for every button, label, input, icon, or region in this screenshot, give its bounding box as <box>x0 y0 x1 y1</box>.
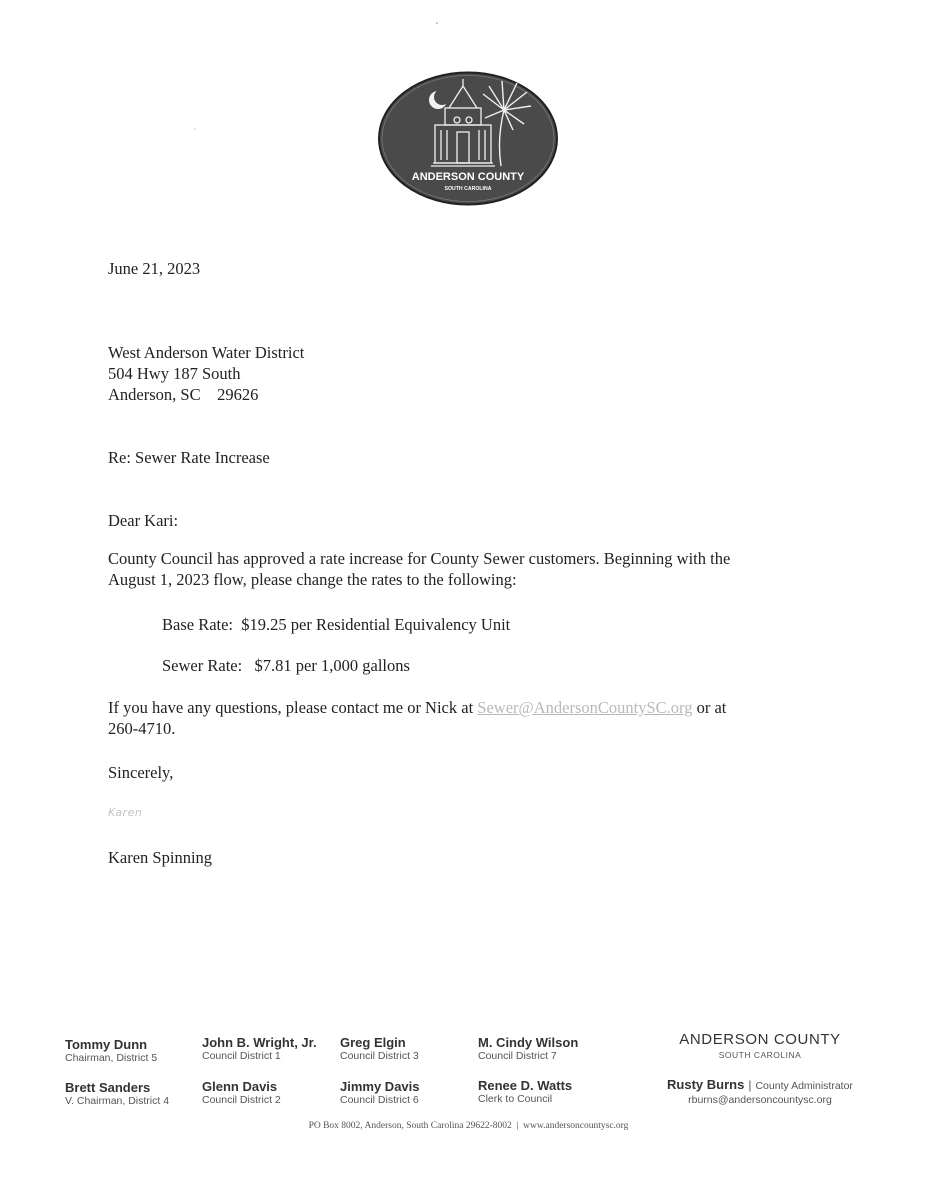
contact-phone: 260-4710. <box>108 719 176 738</box>
recipient-line: 504 Hwy 187 South <box>108 364 241 383</box>
contact-prefix: If you have any questions, please contact me or Nick at <box>108 698 478 717</box>
council-role: Council District 1 <box>202 1050 281 1062</box>
recipient-line: West Anderson Water District <box>108 343 305 362</box>
council-name: M. Cindy Wilson <box>478 1035 579 1050</box>
council-name: Greg Elgin <box>340 1035 406 1050</box>
letter-subject: Re: Sewer Rate Increase <box>108 448 270 467</box>
council-role: Chairman, District 5 <box>65 1052 158 1064</box>
administrator-email[interactable]: rburns@andersoncountysc.org <box>688 1094 832 1106</box>
council-name: Tommy Dunn <box>65 1037 148 1052</box>
administrator-separator: | <box>748 1078 752 1092</box>
council-role: Council District 2 <box>202 1094 281 1106</box>
salutation: Dear Kari: <box>108 511 179 530</box>
council-member <box>478 1078 572 1106</box>
council-role: Council District 6 <box>340 1094 419 1106</box>
base-rate: Base Rate: $19.25 per Residential Equivalency Unit <box>162 615 511 634</box>
body-line: County Council has approved a rate increase for County Sewer customers. Beginning with the <box>108 549 731 568</box>
council-member <box>340 1079 420 1107</box>
recipient-address <box>108 342 304 405</box>
council-name: Brett Sanders <box>65 1080 151 1095</box>
contact-line <box>108 697 828 718</box>
scan-speck <box>436 22 438 24</box>
administrator-title: County Administrator <box>755 1080 853 1092</box>
council-role: Clerk to Council <box>478 1093 553 1105</box>
footer-address: PO Box 8002, Anderson, South Carolina 29622-8002 | www.andersoncountysc.org <box>308 1121 629 1131</box>
closing: Sincerely, <box>108 763 174 782</box>
council-role: Council District 7 <box>478 1050 557 1062</box>
logo-subtitle: SOUTH CAROLINA <box>444 186 492 192</box>
contact-suffix: or at <box>692 698 727 717</box>
anderson-county-logo <box>377 70 559 207</box>
council-member <box>340 1035 419 1063</box>
recipient-line: Anderson, SC 29626 <box>108 385 259 404</box>
council-name: Jimmy Davis <box>340 1079 420 1094</box>
body-paragraph <box>108 548 828 590</box>
contact-email-link[interactable]: Sewer@AndersonCountySC.org <box>477 698 693 717</box>
administrator-name: Rusty Burns <box>667 1077 745 1092</box>
council-member <box>202 1035 317 1063</box>
administrator-line <box>650 1077 870 1092</box>
body-line: August 1, 2023 flow, please change the rates to the following: <box>108 570 517 589</box>
council-role: V. Chairman, District 4 <box>65 1095 170 1107</box>
signature: Karen <box>108 806 143 819</box>
footer-county-name: ANDERSON COUNTY <box>679 1031 841 1048</box>
council-member <box>65 1037 157 1065</box>
sewer-rate: Sewer Rate: $7.81 per 1,000 gallons <box>162 656 410 675</box>
council-member <box>478 1035 578 1063</box>
council-name: John B. Wright, Jr. <box>202 1035 317 1050</box>
logo-title: ANDERSON COUNTY <box>411 171 525 183</box>
council-name: Renee D. Watts <box>478 1078 573 1093</box>
scan-speck <box>194 128 196 130</box>
letter-date: June 21, 2023 <box>108 259 201 278</box>
signer-name: Karen Spinning <box>108 848 213 867</box>
council-name: Glenn Davis <box>202 1079 278 1094</box>
contact-paragraph <box>108 697 828 739</box>
footer-county-state: SOUTH CAROLINA <box>718 1050 802 1060</box>
council-member <box>202 1079 281 1107</box>
council-role: Council District 3 <box>340 1050 419 1062</box>
council-member <box>65 1080 169 1108</box>
